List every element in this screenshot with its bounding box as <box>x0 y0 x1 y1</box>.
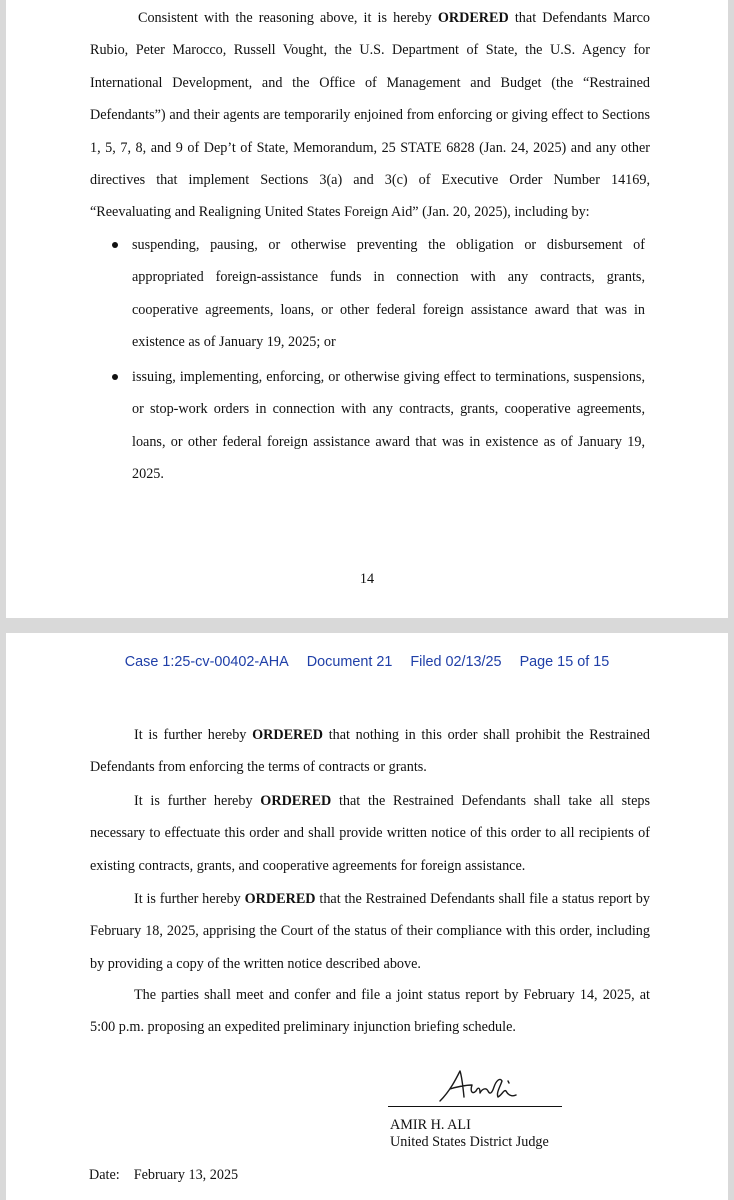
ordered-paragraph-contracts <box>90 719 650 784</box>
page-count: Page 15 of 15 <box>519 654 610 670</box>
ordered-paragraph-notice <box>90 785 650 882</box>
bullet-icon <box>112 242 118 248</box>
date-value: February 13, 2025 <box>133 1167 239 1183</box>
signature-line <box>388 1106 562 1107</box>
date-label: Date: <box>89 1167 120 1183</box>
paragraph-text: Consistent with the reasoning above, it is hereby <box>138 10 438 26</box>
paragraph-text: The parties shall meet and confer and file a joint status report by February 14, 2025, at 5:00 p.m. proposing an expedited preliminary injunction briefing schedule. <box>90 987 650 1036</box>
paragraph-text: that the Restrained Defendants shall file a status report by February 18, 2025, apprising the Court of the status of their compliance with this order, including by providing a copy of the written notice described above. <box>90 891 650 972</box>
order-date <box>89 1167 238 1184</box>
case-number: Case 1:25-cv-00402-AHA <box>124 654 289 670</box>
paragraph-text: It is further hereby <box>134 727 253 743</box>
handwritten-signature <box>436 1067 526 1107</box>
page-14 <box>6 0 728 618</box>
page-15 <box>6 633 728 1200</box>
bullet-text: suspending, pausing, or otherwise preventing the obligation or disbursement of appropriated foreign-assistance funds in connection with any contracts, grants, cooperative agreements, loans, or other federal foreign assistance award that was in existence as of January 19, 2025; or <box>132 237 645 351</box>
ordered-paragraph-status-report <box>90 883 650 980</box>
paragraph-text: that the Restrained Defendants shall take all steps necessary to effectuate this order and shall provide written notice of this order to all recipients of existing contracts, grants, and cooperative agreements for foreign assistance. <box>90 793 650 874</box>
paragraph-text: that Defendants Marco Rubio, Peter Marocco, Russell Vought, the U.S. Department of State, the U.S. Agency for International Development, and the Office of Management and Budget (the “Restrained Defendants”) and their agents are temporarily enjoined from enforcing or giving effect to Sections 1, 5, 7, 8, and 9 of Dep’t of State, Memorandum, 25 STATE 6828 (Jan. 24, 2025) and any other directives that implement Sections 3(a) and 3(c) of Executive Order Number 14169, “Reevaluating and Realigning United States Foreign Aid” (Jan. 20, 2025), including by: <box>90 10 650 221</box>
ordered-paragraph-injunction <box>90 2 650 229</box>
filed-date: Filed 02/13/25 <box>410 654 502 670</box>
paragraph-text: It is further hereby <box>134 891 245 907</box>
bullet-icon <box>112 374 118 380</box>
judge-title: United States District Judge <box>390 1134 549 1150</box>
ordered-emphasis: ORDERED <box>260 793 332 809</box>
joint-status-paragraph <box>90 979 650 1044</box>
ordered-emphasis: ORDERED <box>437 10 509 26</box>
bullet-text: issuing, implementing, enforcing, or otherwise giving effect to terminations, suspensions, or stop-work orders in connection with any contracts, grants, cooperative agreements, loans, or other federal foreign assistance award that was in existence as of January 19, 2025. <box>132 369 645 483</box>
judge-name: AMIR H. ALI <box>390 1117 471 1133</box>
ordered-emphasis: ORDERED <box>252 727 324 743</box>
case-header <box>6 654 728 670</box>
paragraph-text: It is further hereby <box>134 793 261 809</box>
paragraph-text: that nothing in this order shall prohibit the Restrained Defendants from enforcing the terms of contracts or grants. <box>90 727 650 776</box>
ordered-emphasis: ORDERED <box>244 891 316 907</box>
page-number: 14 <box>359 571 375 587</box>
document-number: Document 21 <box>306 654 393 670</box>
